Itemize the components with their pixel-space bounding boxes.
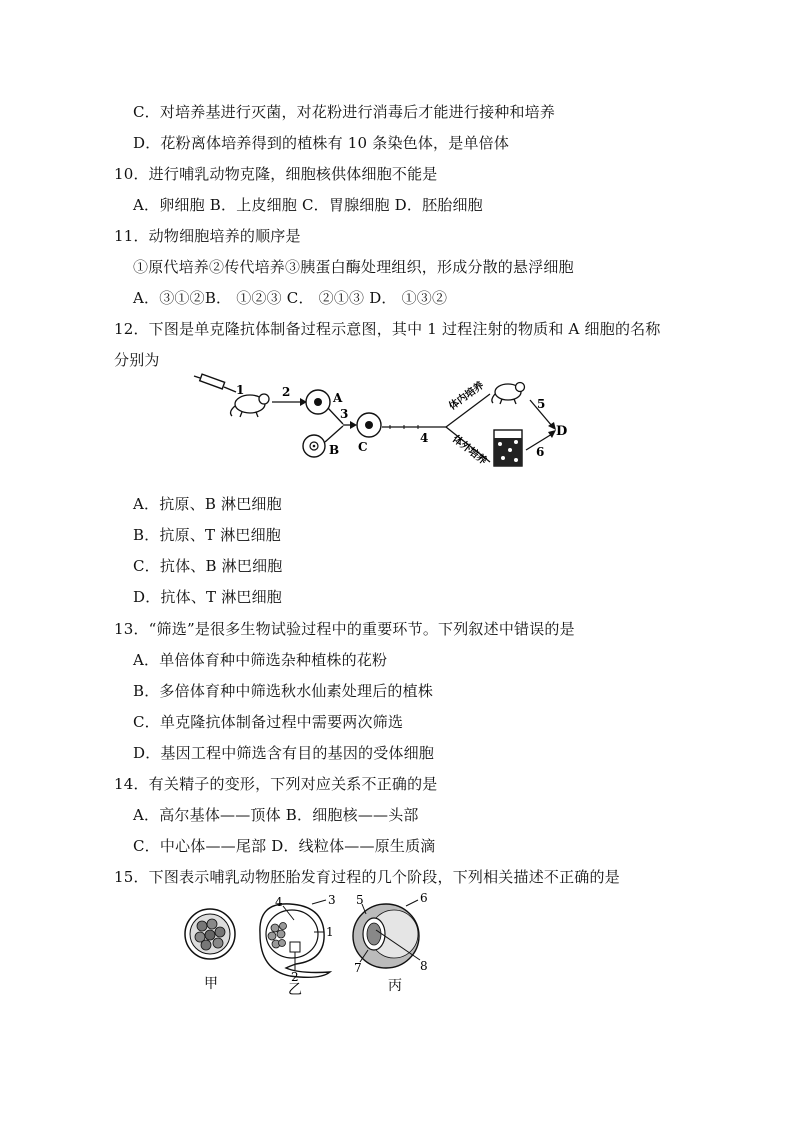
label-2: 2	[282, 385, 291, 399]
label-6: 6	[536, 445, 545, 459]
morula-icon	[185, 909, 235, 959]
q13-option-d: D．基因工程中筛选含有目的基因的受体细胞	[133, 744, 435, 762]
q13-option-a: A．单倍体育种中筛选杂种植株的花粉	[133, 651, 388, 669]
q12-stem-cont: 分别为	[114, 351, 160, 369]
q13-stem: 13．“筛选”是很多生物试验过程中的重要环节。下列叙述中错误的是	[114, 620, 575, 638]
q15-stem: 15．下图表示哺乳动物胚胎发育过程的几个阶段，下列相关描述不正确的是	[114, 868, 620, 886]
culture-flask-icon	[494, 430, 522, 466]
label-yi: 乙	[288, 982, 302, 998]
label-8: 8	[420, 959, 428, 973]
label-bing: 丙	[388, 978, 402, 994]
q11-options: A．③①②B． ①②③ C． ②①③ D． ①③②	[133, 289, 448, 307]
mouse-icon	[231, 394, 269, 417]
label-1: 1	[326, 925, 334, 939]
label-5: 5	[537, 397, 546, 411]
label-d: D	[556, 424, 568, 439]
label-4: 4	[420, 431, 429, 445]
cell-a	[306, 390, 330, 414]
q11-steps: ①原代培养②传代培养③胰蛋白酶处理组织，形成分散的悬浮细胞	[133, 258, 574, 276]
cell-b	[303, 435, 325, 457]
embryo-stages-diagram	[180, 890, 450, 998]
label-1: 1	[236, 383, 245, 397]
cell-c	[357, 413, 381, 437]
q13-option-c: C．单克隆抗体制备过程中需要两次筛选	[133, 713, 404, 731]
q12-option-a: A．抗原、B 淋巴细胞	[133, 495, 282, 513]
q12-option-b: B．抗原、T 淋巴细胞	[133, 526, 281, 544]
label-c: C	[358, 440, 368, 454]
label-6: 6	[420, 891, 428, 905]
mouse-icon	[492, 383, 525, 405]
label-in-vitro: 体外培养	[450, 433, 489, 467]
q9-option-d: D．花粉离体培养得到的植株有 10 条染色体，是单倍体	[133, 134, 510, 152]
q10-stem: 10．进行哺乳动物克隆，细胞核供体细胞不能是	[114, 165, 438, 183]
label-4: 4	[275, 895, 283, 909]
q12-stem: 12．下图是单克隆抗体制备过程示意图，其中 1 过程注射的物质和 A 细胞的名称	[114, 320, 661, 338]
q10-options: A．卵细胞 B．上皮细胞 C．胃腺细胞 D．胚胎细胞	[133, 196, 483, 214]
q14-options-cd: C．中心体——尾部 D．线粒体——原生质滴	[133, 837, 436, 855]
q12-option-c: C．抗体、B 淋巴细胞	[133, 557, 283, 575]
label-a: A	[333, 391, 343, 405]
monoclonal-antibody-diagram	[190, 372, 580, 468]
q13-option-b: B．多倍体育种中筛选秋水仙素处理后的植株	[133, 682, 434, 700]
label-5: 5	[356, 893, 364, 907]
q11-stem: 11．动物细胞培养的顺序是	[114, 227, 301, 245]
label-jia: 甲	[204, 976, 218, 992]
q9-option-c: C．对培养基进行灭菌，对花粉进行消毒后才能进行接种和培养	[133, 103, 556, 121]
label-3: 3	[340, 407, 349, 421]
syringe-icon	[194, 374, 236, 392]
label-in-vivo: 体内培养	[447, 380, 487, 413]
q14-stem: 14．有关精子的变形，下列对应关系不正确的是	[114, 775, 438, 793]
label-3: 3	[328, 893, 336, 907]
label-2: 2	[291, 970, 299, 984]
q14-options-ab: A．高尔基体——顶体 B．细胞核——头部	[133, 806, 419, 824]
label-b: B	[329, 443, 340, 457]
q12-option-d: D．抗体、T 淋巴细胞	[133, 588, 283, 606]
label-7: 7	[354, 961, 362, 975]
